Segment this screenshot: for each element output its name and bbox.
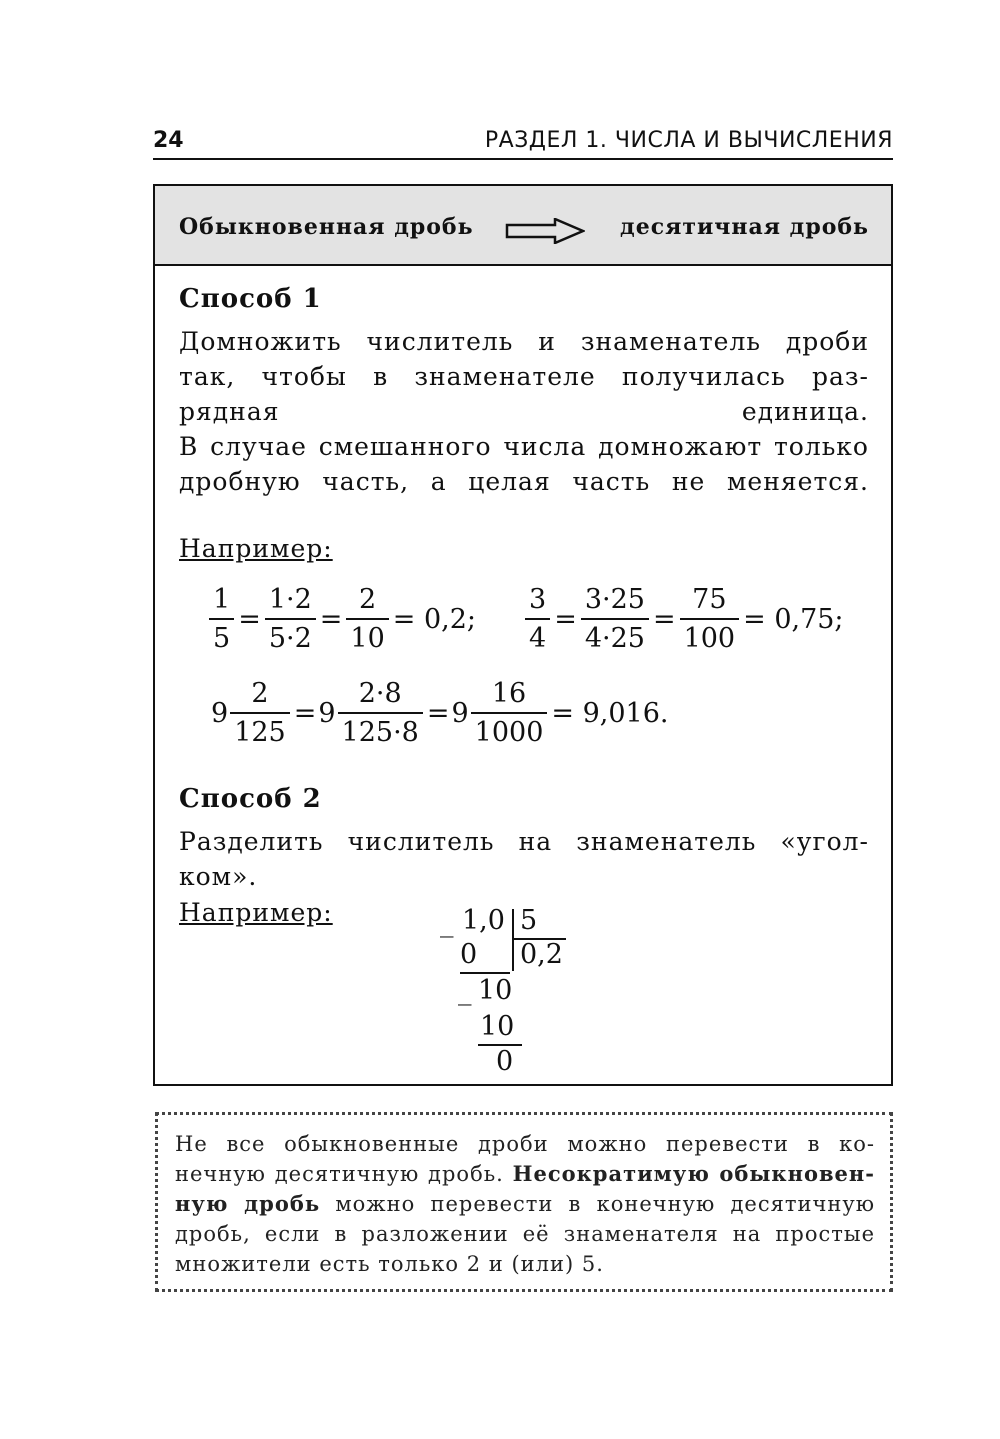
- result: = 0,2;: [392, 603, 476, 635]
- example-2-equation: $\frac{3}{4}$ = $\frac{3\cdot 25}{4\cdot 25}$ = $\frac{75}{100}$ = 0,75;: [523, 584, 846, 654]
- example-3-equation: 9 $\frac{2}{125}$ = 9 $\frac{2\cdot 8}{125\cdot 8}$ = 9 $\frac{16}{1000}$ = 9,016.: [211, 678, 669, 748]
- fraction: $\frac{1}{5}$: [209, 584, 234, 654]
- fraction: $\frac{16}{1000}$: [471, 678, 548, 748]
- fraction: $\frac{3\cdot 25}{4\cdot 25}$: [581, 584, 649, 654]
- to-label: десятичная дробь: [620, 214, 869, 240]
- method1-example-label: Например:: [179, 534, 333, 563]
- rule-box-header: [155, 186, 891, 266]
- note-bold-term: Несократимую обыкновен-ную дробь: [175, 1161, 875, 1216]
- example-1-equation: $\frac{1}{5}$ = $\frac{1\cdot 2}{5\cdot 2}$ = $\frac{2}{10}$ = 0,2;: [207, 584, 478, 654]
- dividend: 1,0: [462, 905, 505, 936]
- fraction: $\frac{3}{4}$: [525, 584, 550, 654]
- right-arrow-icon: [505, 218, 585, 244]
- whole-part: 9: [318, 697, 336, 729]
- fraction: $\frac{2}{125}$: [230, 678, 290, 748]
- page-number: 24: [153, 128, 184, 153]
- minus-sign: _: [440, 907, 454, 938]
- fraction: $\frac{1\cdot 2}{5\cdot 2}$: [265, 584, 316, 654]
- division-lines: [440, 905, 580, 1080]
- divisor: 5: [520, 905, 538, 936]
- from-label: Обыкновенная дробь: [179, 214, 474, 240]
- method1-title: Способ 1: [179, 284, 322, 314]
- minus-sign: _: [458, 975, 472, 1006]
- method2-example-label: Например:: [179, 898, 333, 927]
- whole-part: 9: [211, 697, 229, 729]
- page-header: [153, 124, 893, 160]
- fraction: $\frac{75}{100}$: [680, 584, 740, 654]
- method2-paragraph: Разделить числитель на знаменатель «угол-ком».: [179, 827, 869, 891]
- subtrahend-2: 10: [480, 1011, 515, 1042]
- quotient: 0,2: [520, 939, 563, 970]
- whole-part: 9: [451, 697, 469, 729]
- method1-paragraph1: Домножить числитель и знаменатель дроби так, чтобы в знаменателе получилась раз-рядная единица.: [179, 327, 869, 426]
- remainder-2: 0: [496, 1046, 514, 1077]
- fraction: $\frac{2}{10}$: [346, 584, 388, 654]
- fraction: $\frac{2\cdot 8}{125\cdot 8}$: [338, 678, 423, 748]
- long-division: [440, 905, 580, 1080]
- note-box: [155, 1112, 893, 1292]
- method1-paragraph2: В случае смешанного числа домножают только дробную часть, а целая часть не меняется.: [179, 432, 869, 496]
- note-text: Не все обыкновенные дроби можно перевести в ко-нечную десятичную дробь. Несократимую обыкновен-ную дробь можно перевести в конечную десятичную дробь, если в разложении её знаменателя на простые множители есть только 2 и (или) 5.: [175, 1132, 875, 1276]
- result: = 0,75;: [743, 603, 844, 635]
- subtrahend-1: 0: [460, 939, 478, 970]
- remainder-1: 10: [478, 975, 513, 1006]
- result: = 9,016.: [551, 697, 669, 729]
- method2-title: Способ 2: [179, 784, 322, 814]
- section-title: РАЗДЕЛ 1. ЧИСЛА И ВЫЧИСЛЕНИЯ: [484, 128, 893, 153]
